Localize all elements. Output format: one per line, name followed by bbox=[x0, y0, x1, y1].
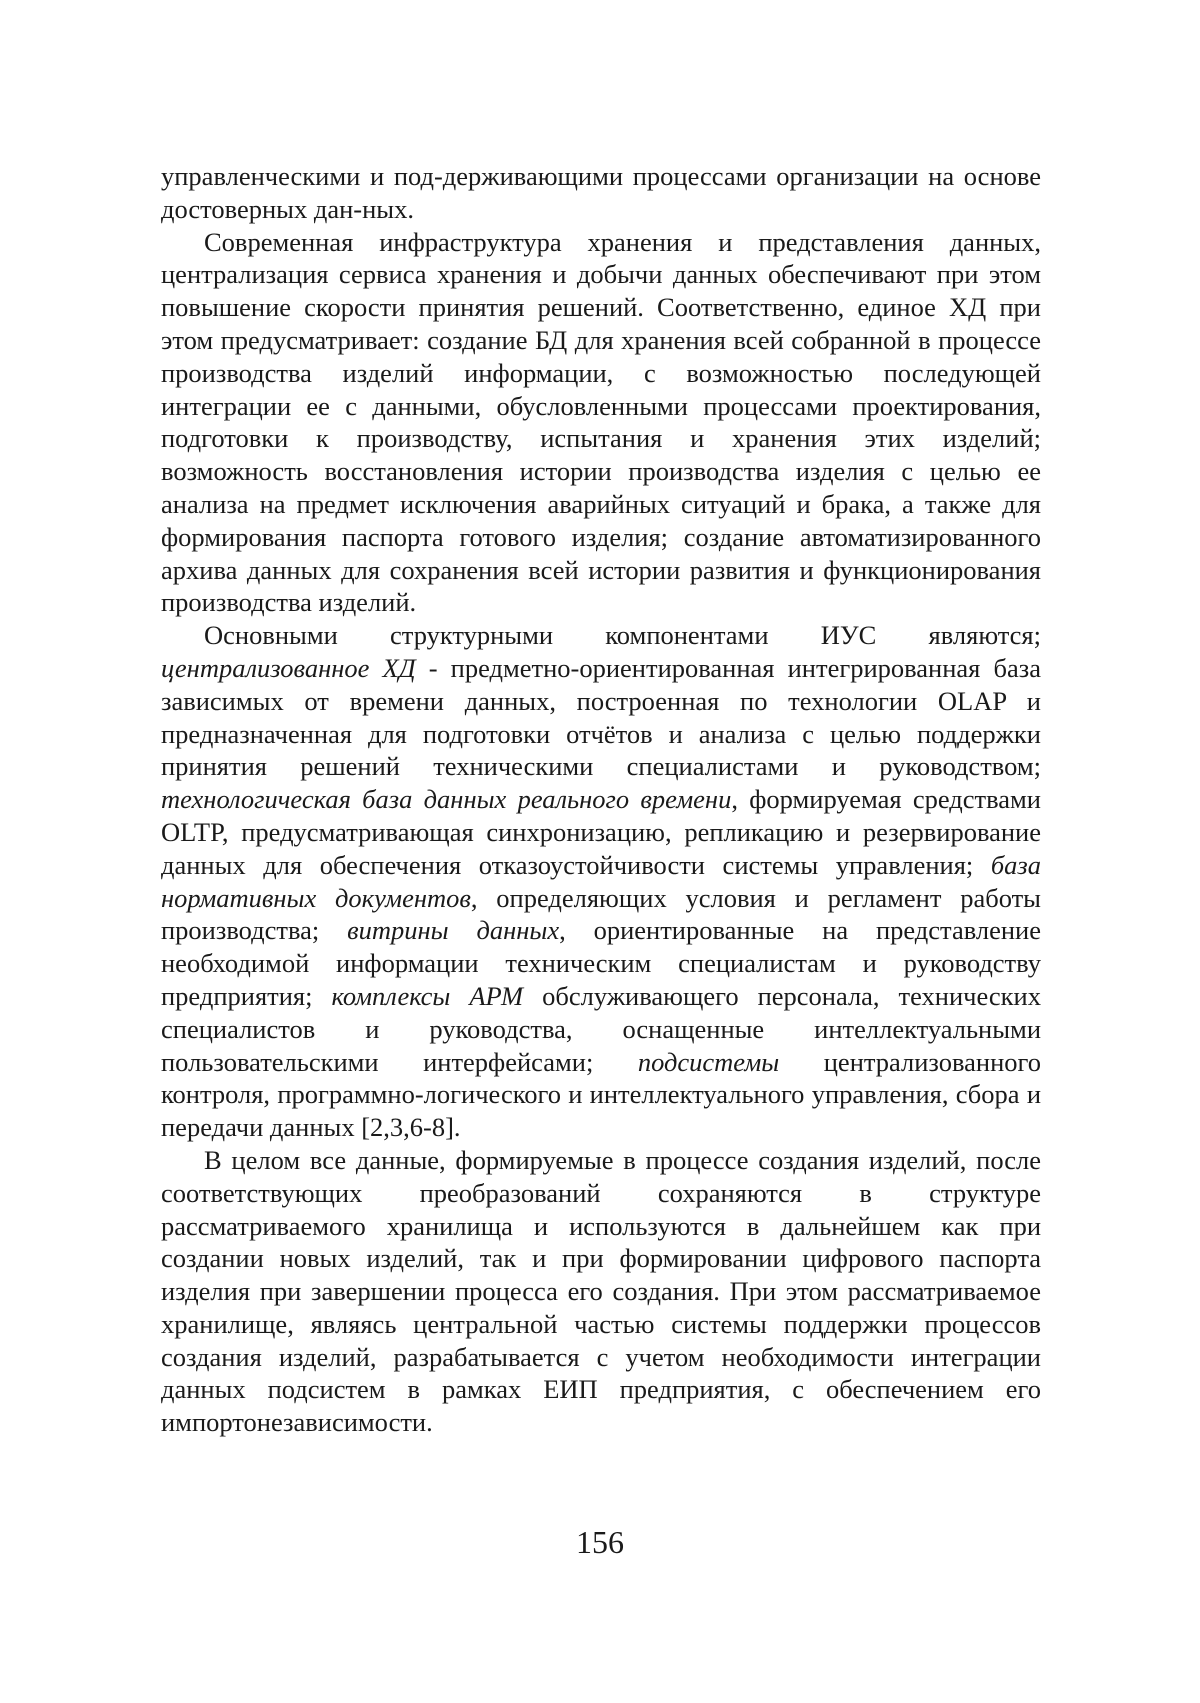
italic-term: подсистемы bbox=[637, 1046, 780, 1077]
text-segment: централизованного контроля, программно-логического и интеллектуального управления, сбора и передачи данных [2,3,6-8]. bbox=[161, 1046, 1041, 1143]
paragraph bbox=[161, 1144, 1041, 1439]
italic-term: витрины данных bbox=[347, 915, 560, 946]
italic-term: комплексы АРМ bbox=[331, 980, 524, 1011]
paragraph bbox=[161, 226, 1041, 620]
text-segment: обслуживающего персонала, технических специалистов и руководства, оснащенные интеллектуальными пользовательскими интерфейсами; bbox=[161, 980, 1041, 1077]
text-segment: Основными структурными компонентами ИУС являются; bbox=[204, 620, 1041, 651]
text-segment: , ориентированные на представление необходимой информации техническим специалистам и руководству предприятия; bbox=[161, 915, 1041, 1011]
text-segment: В целом все данные, формируемые в процессе создания изделий, после соответствующих преобразований сохраняются в структуре рассматриваемого хранилища и используются в дальнейшем как при создании новых изделий, так и при формировании цифрового паспорта изделия при завершении процесса его создания. При этом рассматриваемое хранилище, являясь центральной частью системы поддержки процессов создания изделий, разрабатывается с учетом необходимости интеграции данных подсистем в рамках ЕИП предприятия, с обеспечением его импортонезависимости. bbox=[161, 1144, 1041, 1438]
paragraph bbox=[161, 619, 1041, 1144]
text-segment: , формируемая средствами OLTP, предусматривающая синхронизацию, репликацию и резервирование данных для обеспечения отказоустойчивости системы управления; bbox=[161, 784, 1041, 880]
italic-term: технологическая база данных реального времени bbox=[161, 784, 732, 815]
page-number: 156 bbox=[576, 1524, 624, 1560]
italic-term: централизованное ХД bbox=[161, 652, 416, 683]
body-text bbox=[161, 160, 1041, 1439]
text-segment: , определяющих условия и регламент работы производства; bbox=[161, 882, 1041, 946]
text-segment: - предметно-ориентированная интегрированная база зависимых от времени данных, построенная по технологии OLAP и предназначенная для подготовки отчётов и анализа с целью поддержки принятия решений техническими специалистами и руководством; bbox=[161, 652, 1041, 782]
text-segment: управленческими и под-держивающими процессами организации на основе достоверных дан-ных. bbox=[161, 161, 1041, 224]
paragraph bbox=[161, 160, 1041, 226]
text-segment: Современная инфраструктура хранения и представления данных, централизация сервиса хранения и добычи данных обеспечивают при этом повышение скорости принятия решений. Соответственно, единое ХД при этом предусматривает: создание БД для хранения всей собранной в процессе производства изделий информации, с возможностью последующей интеграции ее с данными, обусловленными процессами проектирования, подготовки к производству, испытания и хранения этих изделий; возможность восстановления истории производства изделия с целью ее анализа на предмет исключения аварийных ситуаций и брака, а также для формирования паспорта готового изделия; создание автоматизированного архива данных для сохранения всей истории развития и функционирования производства изделий. bbox=[161, 226, 1041, 618]
italic-term: база нормативных документов bbox=[161, 849, 1041, 913]
